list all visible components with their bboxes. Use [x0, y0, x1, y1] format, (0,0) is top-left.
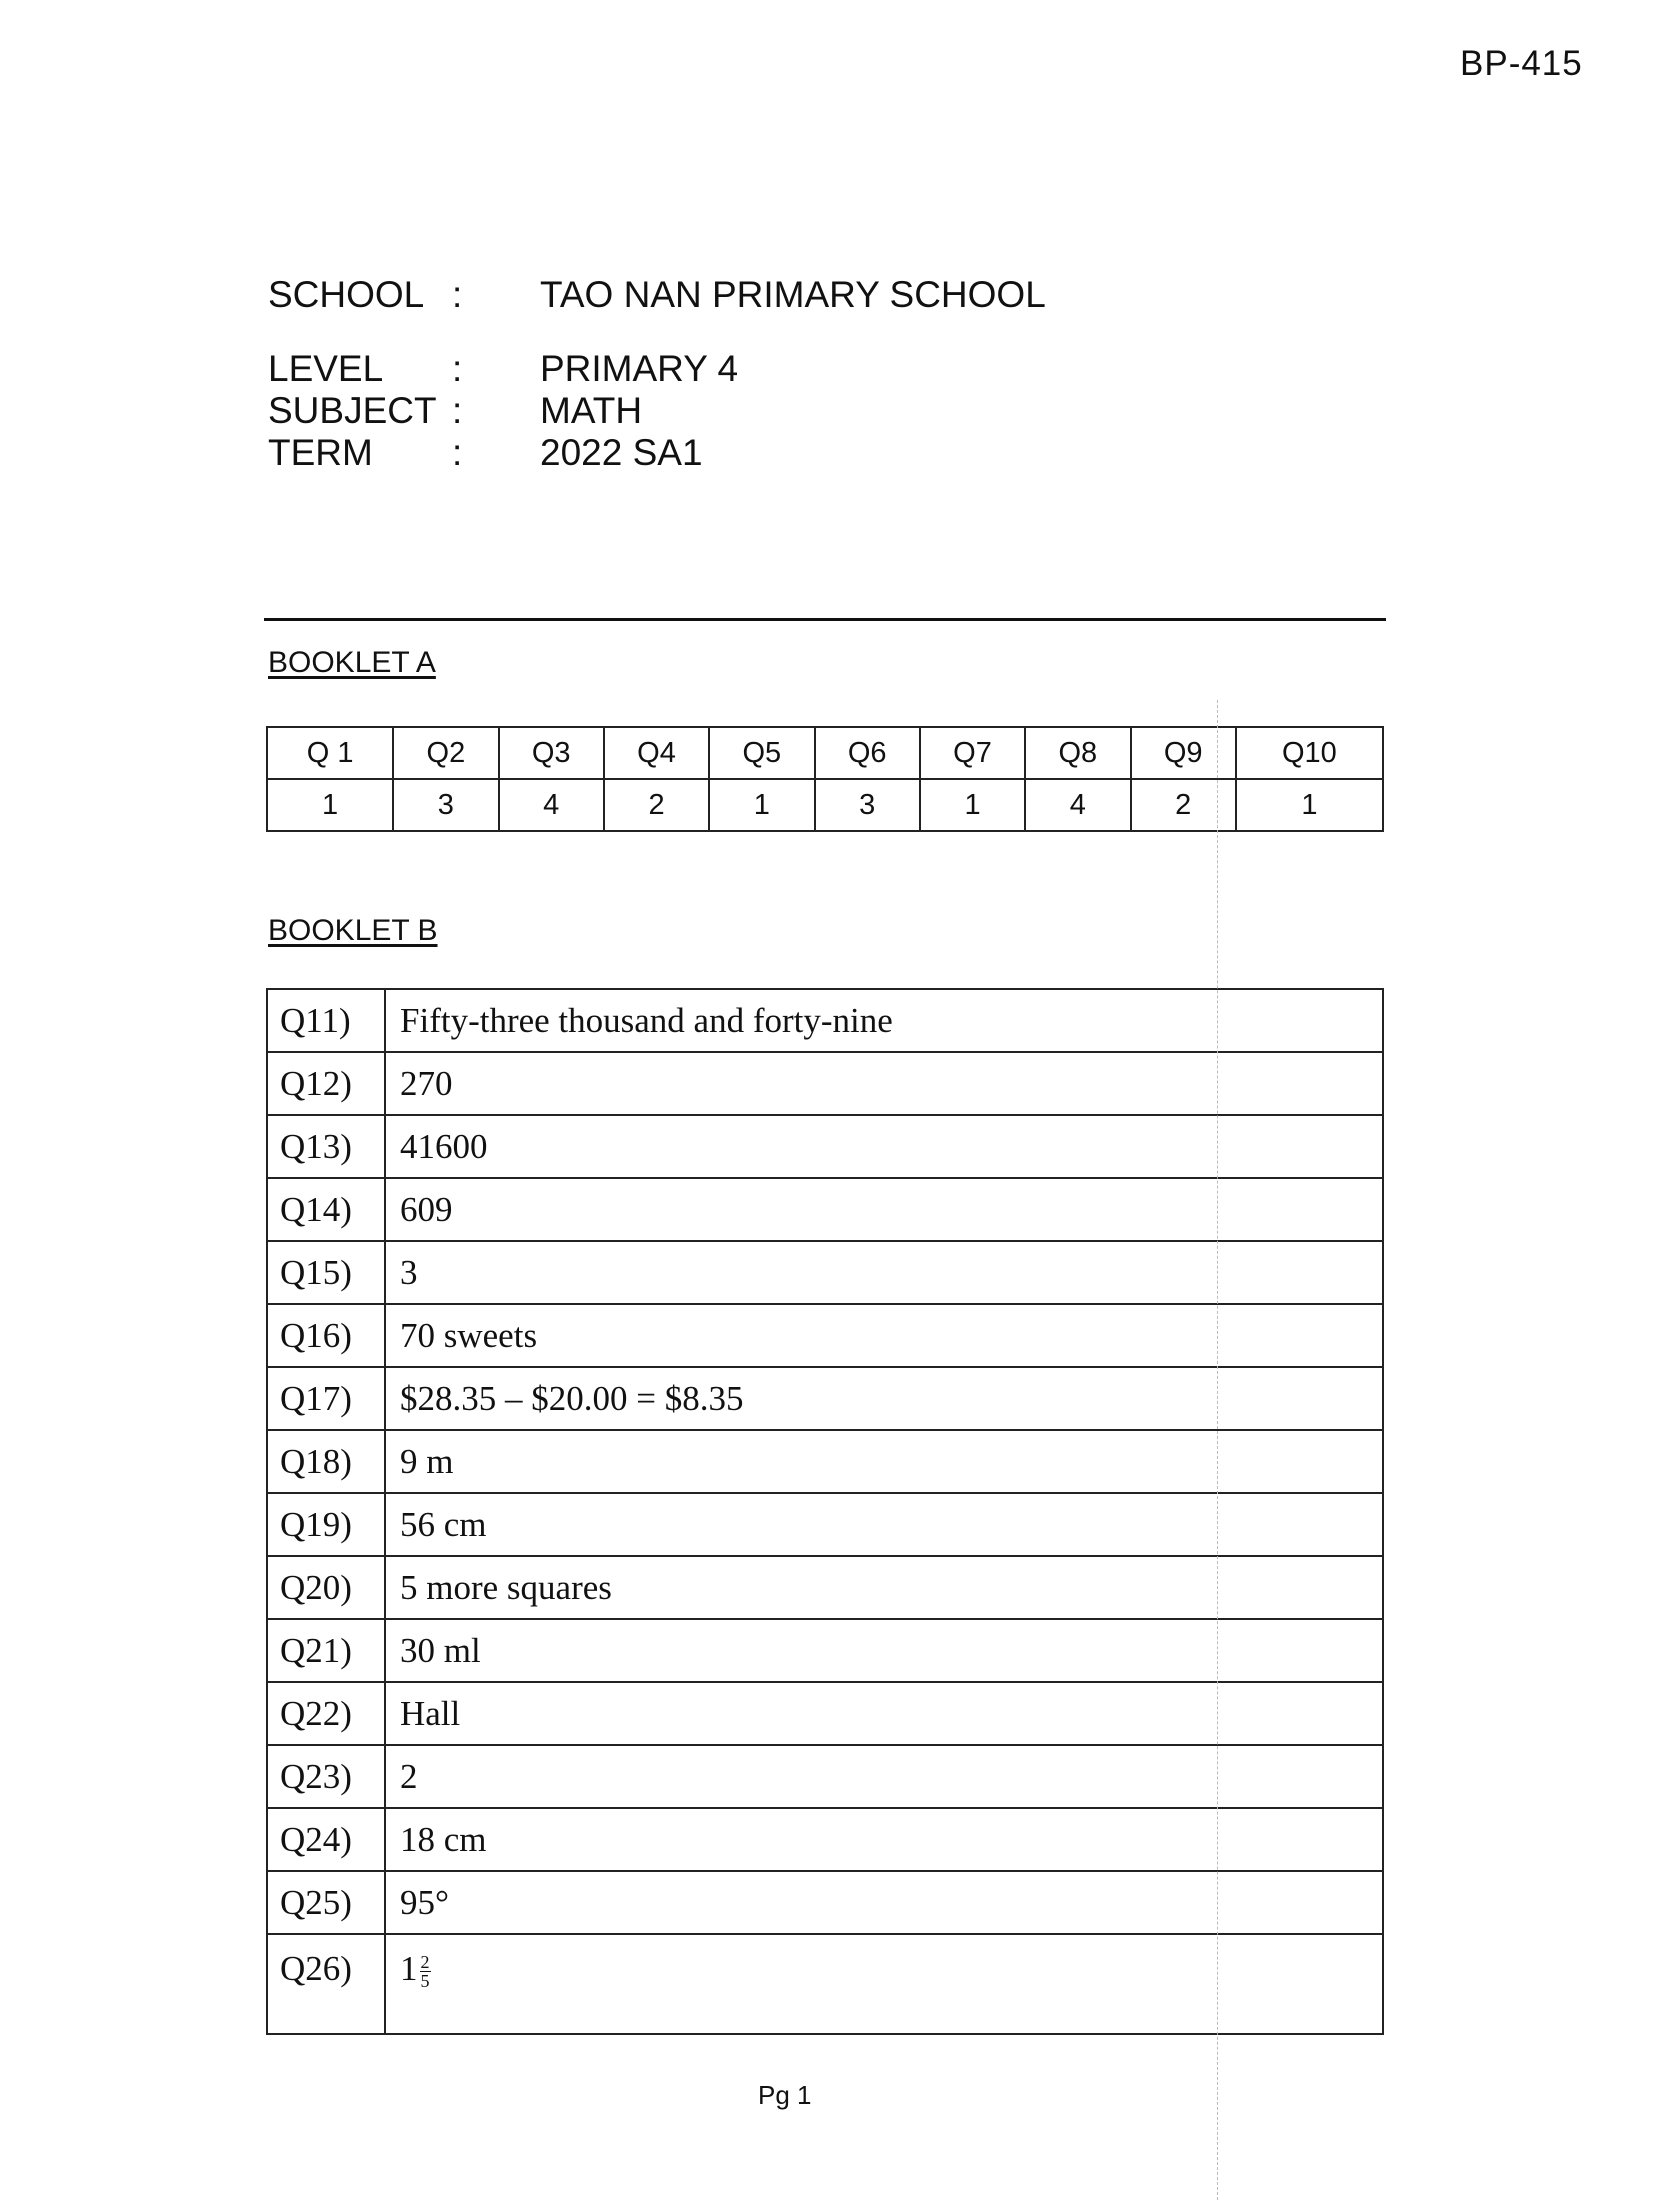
term-value: 2022 SA1 — [540, 432, 703, 473]
table-row — [267, 1871, 1383, 1934]
mcq-answer-cell: 3 — [393, 779, 498, 831]
mcq-question-cell: Q6 — [815, 727, 920, 779]
answer-cell: 56 cm — [385, 1493, 1383, 1556]
answer-cell: 2 — [385, 1745, 1383, 1808]
subject-colon: : — [452, 390, 463, 431]
answer-cell: 3 — [385, 1241, 1383, 1304]
mcq-answer-cell: 1 — [267, 779, 393, 831]
table-row — [267, 1808, 1383, 1871]
answer-cell — [385, 1934, 1383, 2034]
table-row — [267, 1241, 1383, 1304]
answer-cell: 18 cm — [385, 1808, 1383, 1871]
question-number: Q12) — [267, 1052, 385, 1115]
answer-cell: 609 — [385, 1178, 1383, 1241]
answer-cell: 9 m — [385, 1430, 1383, 1493]
school-colon: : — [452, 274, 463, 315]
mcq-answer-cell: 4 — [1025, 779, 1130, 831]
question-number: Q24) — [267, 1808, 385, 1871]
table-row — [267, 989, 1383, 1052]
table-row — [267, 1619, 1383, 1682]
mcq-question-cell: Q8 — [1025, 727, 1130, 779]
mcq-answer-cell: 2 — [604, 779, 709, 831]
answer-cell: 30 ml — [385, 1619, 1383, 1682]
table-row — [267, 1304, 1383, 1367]
booklet-a-question-row — [267, 727, 1383, 779]
question-number: Q26) — [267, 1934, 385, 2034]
table-row — [267, 1556, 1383, 1619]
table-row — [267, 1115, 1383, 1178]
answer-cell: 270 — [385, 1052, 1383, 1115]
subject-label: SUBJECT — [268, 390, 437, 431]
mcq-question-cell: Q10 — [1236, 727, 1383, 779]
mcq-answer-cell: 4 — [499, 779, 604, 831]
question-number: Q17) — [267, 1367, 385, 1430]
question-number: Q22) — [267, 1682, 385, 1745]
question-number: Q19) — [267, 1493, 385, 1556]
table-row — [267, 1367, 1383, 1430]
table-row — [267, 1430, 1383, 1493]
document-code: BP-415 — [1460, 44, 1583, 83]
question-number: Q16) — [267, 1304, 385, 1367]
question-number: Q25) — [267, 1871, 385, 1934]
table-row — [267, 1178, 1383, 1241]
table-row — [267, 1745, 1383, 1808]
mcq-question-cell: Q7 — [920, 727, 1025, 779]
table-row — [267, 1934, 1383, 2034]
answer-cell: $28.35 – $20.00 = $8.35 — [385, 1367, 1383, 1430]
table-row — [267, 1682, 1383, 1745]
mcq-question-cell: Q9 — [1131, 727, 1236, 779]
school-value: TAO NAN PRIMARY SCHOOL — [540, 274, 1046, 315]
mcq-answer-cell: 3 — [815, 779, 920, 831]
mixed-number-whole: 1 — [400, 1949, 418, 1988]
fraction — [420, 1953, 431, 1990]
question-number: Q11) — [267, 989, 385, 1052]
mcq-answer-cell: 1 — [920, 779, 1025, 831]
term-label: TERM — [268, 432, 373, 473]
table-row — [267, 1493, 1383, 1556]
mcq-answer-cell: 2 — [1131, 779, 1236, 831]
mcq-question-cell: Q2 — [393, 727, 498, 779]
question-number: Q21) — [267, 1619, 385, 1682]
level-value: PRIMARY 4 — [540, 348, 739, 389]
mcq-question-cell: Q 1 — [267, 727, 393, 779]
mcq-question-cell: Q3 — [499, 727, 604, 779]
question-number: Q23) — [267, 1745, 385, 1808]
answer-cell: 5 more squares — [385, 1556, 1383, 1619]
mcq-answer-cell: 1 — [709, 779, 814, 831]
booklet-a-title: BOOKLET A — [268, 646, 436, 679]
answer-cell: 95° — [385, 1871, 1383, 1934]
scan-fold-line — [1217, 700, 1218, 2200]
subject-value: MATH — [540, 390, 643, 431]
mcq-answer-cell: 1 — [1236, 779, 1383, 831]
booklet-b-title: BOOKLET B — [268, 914, 438, 947]
school-label: SCHOOL — [268, 274, 425, 315]
level-colon: : — [452, 348, 463, 389]
answer-cell: 70 sweets — [385, 1304, 1383, 1367]
booklet-a-answer-row — [267, 779, 1383, 831]
question-number: Q14) — [267, 1178, 385, 1241]
question-number: Q20) — [267, 1556, 385, 1619]
question-number: Q15) — [267, 1241, 385, 1304]
answer-cell: Fifty-three thousand and forty-nine — [385, 989, 1383, 1052]
term-colon: : — [452, 432, 463, 473]
mcq-question-cell: Q4 — [604, 727, 709, 779]
table-row — [267, 1052, 1383, 1115]
divider-rule — [264, 618, 1386, 621]
fraction-denominator: 5 — [420, 1971, 430, 1992]
fraction-numerator: 2 — [420, 1952, 430, 1973]
question-number: Q18) — [267, 1430, 385, 1493]
question-number: Q13) — [267, 1115, 385, 1178]
page-number: Pg 1 — [758, 2080, 812, 2110]
mcq-question-cell: Q5 — [709, 727, 814, 779]
answer-cell: Hall — [385, 1682, 1383, 1745]
level-label: LEVEL — [268, 348, 384, 389]
answer-cell: 41600 — [385, 1115, 1383, 1178]
